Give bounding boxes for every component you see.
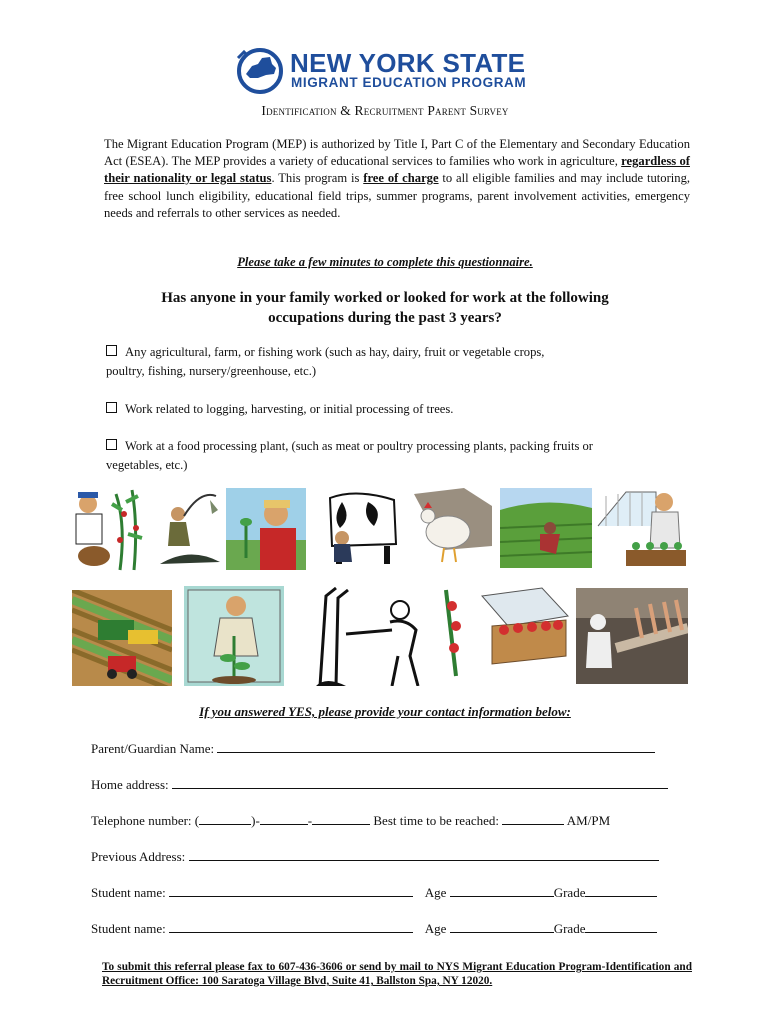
previous-address-field[interactable]	[91, 848, 659, 865]
submission-instructions: To submit this referral please fax to 607-436-3606 or send by mail to NYS Migrant Education Program-Identification and Recruitment Office: 100 Saratoga Village Blvd, Suite 41, Ballston Spa, NY 12020.	[102, 961, 692, 987]
combine-harvester-image	[72, 590, 172, 686]
previous-address-input[interactable]	[189, 848, 659, 861]
parent-name-label: Parent/Guardian Name:	[91, 741, 215, 756]
grade-label: Grade	[553, 885, 586, 900]
food-processing-plant-image	[576, 588, 688, 684]
student-1-field[interactable]	[91, 884, 657, 901]
grade-input[interactable]	[585, 920, 657, 933]
question-line-1: Has anyone in your family worked or looked for work at the following	[161, 290, 609, 306]
age-label: Age	[424, 921, 447, 936]
logo	[232, 44, 288, 96]
intro-bold-2: free of charge	[363, 171, 439, 186]
dairy-cow-image	[312, 488, 400, 568]
survey-title: Identification & Recruitment Parent Survey	[261, 103, 509, 118]
fisherman-image	[150, 486, 222, 566]
area-code-input[interactable]	[199, 812, 251, 825]
phone-prefix-input[interactable]	[260, 812, 308, 825]
option-label-cont: poultry, fishing, nursery/greenhouse, etc.)	[106, 364, 317, 378]
option-label: Work related to logging, harvesting, or initial processing of trees.	[125, 402, 454, 416]
logging-tree-image	[306, 586, 432, 686]
grade-label: Grade	[553, 921, 586, 936]
farmer-with-plant-image	[226, 488, 306, 570]
option-label-cont: vegetables, etc.)	[106, 458, 188, 472]
telephone-field[interactable]	[91, 812, 610, 829]
intro-text-2: . This program is	[271, 171, 364, 186]
home-address-label: Home address:	[91, 777, 169, 792]
best-time-label: Best time to be reached:	[373, 813, 499, 828]
checkbox[interactable]	[106, 402, 117, 413]
parent-name-field[interactable]	[91, 740, 655, 757]
student-name-label: Student name:	[91, 921, 166, 936]
please-note: Please take a few minutes to complete this questionnaire.	[237, 255, 533, 269]
grade-input[interactable]	[585, 884, 657, 897]
student-2-field[interactable]	[91, 920, 657, 937]
option-food-processing[interactable]	[106, 437, 706, 475]
farm-worker-picking-image	[66, 484, 150, 572]
option-label: Any agricultural, farm, or fishing work (such as hay, dairy, fruit or vegetable crops,	[125, 345, 545, 359]
ampm-label: AM/PM	[566, 813, 611, 828]
parent-name-input[interactable]	[217, 740, 655, 753]
nursery-worker-image	[184, 586, 284, 686]
intro-text-3: to all eligible families and may include tutoring, free school lunch eligibility, educational field trips, summer programs, parent involvement activities, emergency needs and referrals to other services as needed.	[104, 171, 691, 220]
contact-info-heading: If you answered YES, please provide your contact information below:	[199, 704, 571, 719]
best-time-input[interactable]	[502, 812, 564, 825]
tel-separator: )-	[251, 813, 260, 828]
home-address-input[interactable]	[172, 776, 668, 789]
intro-text-1: The Migrant Education Program (MEP) is authorized by Title I, Part C of the Elementary and Secondary Education Act (ESEA). The MEP provides a variety of educational services to families who work in agriculture,	[104, 137, 690, 169]
previous-address-label: Previous Address:	[91, 849, 186, 864]
student-name-input[interactable]	[169, 884, 413, 897]
option-agricultural[interactable]	[106, 343, 706, 381]
nys-logo-icon	[232, 44, 288, 96]
tomato-crate-image	[442, 586, 572, 678]
field-harvest-image	[500, 488, 592, 568]
option-label: Work at a food processing plant, (such as meat or poultry processing plants, packing fruits or	[125, 439, 593, 453]
student-name-label: Student name:	[91, 885, 166, 900]
tel-separator: -	[307, 813, 313, 828]
poultry-chicken-image	[404, 486, 494, 568]
age-label: Age	[424, 885, 447, 900]
intro-paragraph	[104, 136, 690, 222]
intro-bold-1: regardless of their nationality or legal status	[104, 154, 690, 186]
age-input[interactable]	[450, 920, 554, 933]
option-logging[interactable]	[106, 400, 706, 419]
logo-subtitle: MIGRANT EDUCATION PROGRAM	[291, 75, 527, 90]
student-name-input[interactable]	[169, 920, 413, 933]
greenhouse-worker-image	[596, 486, 688, 572]
checkbox[interactable]	[106, 345, 117, 356]
question-line-2: occupations during the past 3 years?	[268, 310, 502, 326]
question-heading	[0, 288, 770, 328]
home-address-field[interactable]	[91, 776, 668, 793]
checkbox[interactable]	[106, 439, 117, 450]
age-input[interactable]	[450, 884, 554, 897]
telephone-label: Telephone number: (	[91, 813, 200, 828]
phone-line-input[interactable]	[312, 812, 370, 825]
logo-title: NEW YORK STATE	[290, 48, 526, 78]
